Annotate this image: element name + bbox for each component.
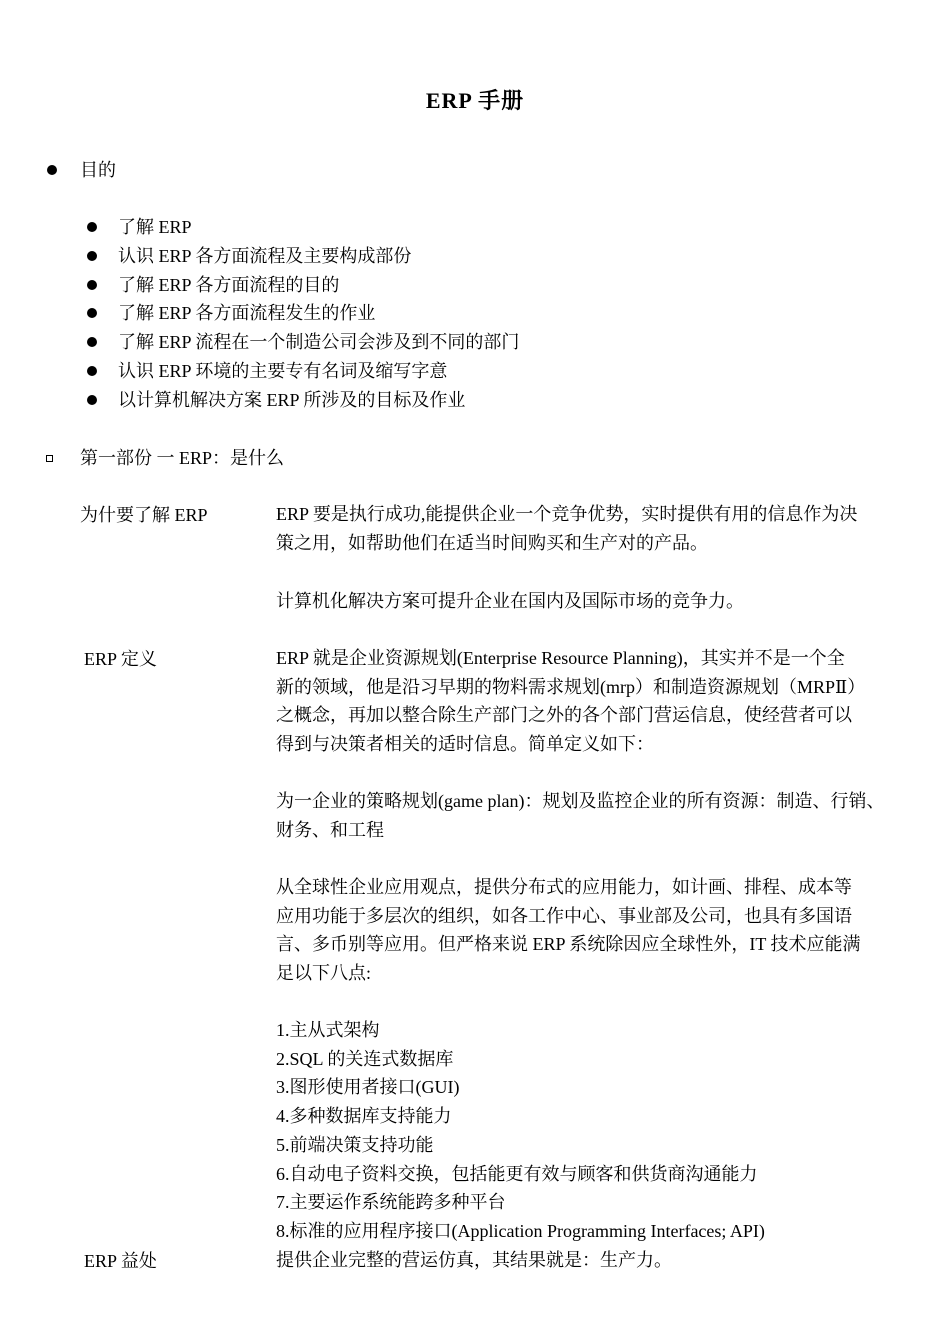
list-item: 4.多种数据库支持能力	[276, 1106, 452, 1127]
purpose-item: 以计算机解决方案 ERP 所涉及的目标及作业	[118, 390, 466, 410]
square-bullet-icon	[46, 455, 53, 462]
purpose-item: 了解 ERP 各方面流程的目的	[118, 275, 340, 295]
list-item: 8.标准的应用程序接口(Application Programming Interfaces; API)	[276, 1220, 765, 1241]
why-paragraph	[276, 500, 857, 557]
definition-line: 之概念，再加以整合除生产部门之外的各个部门营运信息，使经营者可以	[276, 705, 852, 726]
bullet-icon	[87, 337, 97, 347]
definition-line: 言、多币别等应用。但严格来说 ERP 系统除因应全球性外，IT 技术应能满	[276, 934, 861, 955]
purpose-item: 认识 ERP 各方面流程及主要构成部份	[118, 246, 412, 266]
purpose-item: 认识 ERP 环境的主要专有名词及缩写字意	[118, 361, 448, 381]
list-item: 2.SQL 的关连式数据库	[276, 1048, 454, 1069]
purpose-item: 了解 ERP 流程在一个制造公司会涉及到不同的部门	[118, 332, 520, 352]
why-line: ERP 要是执行成功,能提供企业一个竞争优势，实时提供有用的信息作为决	[276, 504, 858, 524]
benefit-text: 提供企业完整的营运仿真，其结果就是：生产力。	[276, 1250, 672, 1270]
list-item: 7.主要运作系统能跨多种平台	[276, 1192, 506, 1213]
definition-line: 新的领域，他是沿习早期的物料需求规划(mrp）和制造资源规划（MRPⅡ）	[276, 676, 866, 697]
benefit-label: ERP 益处	[84, 1251, 157, 1271]
definition-line: 足以下八点:	[276, 963, 372, 984]
part-one-heading: 第一部份 一 ERP：是什么	[80, 448, 285, 468]
list-item: 1.主从式架构	[276, 1020, 380, 1040]
list-item: 5.前端决策支持功能	[276, 1134, 434, 1155]
purpose-item: 了解 ERP	[118, 217, 192, 237]
document-title: ERP 手册	[425, 88, 525, 113]
purpose-item: 了解 ERP 各方面流程发生的作业	[118, 303, 376, 323]
bullet-icon	[87, 366, 97, 376]
definition-paragraph-2	[276, 787, 884, 844]
list-item: 3.图形使用者接口(GUI)	[276, 1077, 460, 1098]
definition-line: 为一企业的策略规划(game plan)：规划及监控企业的所有资源：制造、行销、	[276, 791, 885, 811]
bullet-icon	[87, 222, 97, 232]
bullet-icon	[87, 280, 97, 290]
definition-label: ERP 定义	[84, 649, 157, 669]
definition-line: 应用功能于多层次的组织，如各工作中心、事业部及公司，也具有多国语	[276, 905, 852, 926]
definition-line: 从全球性企业应用观点，提供分布式的应用能力，如计画、排程、成本等	[276, 877, 852, 897]
definition-line: 财务、和工程	[276, 819, 384, 840]
why-label: 为什要了解 ERP	[80, 505, 208, 525]
definition-line: 得到与决策者相关的适时信息。简单定义如下：	[276, 734, 654, 755]
why-line: 策之用，如帮助他们在适当时间购买和生产对的产品。	[276, 532, 708, 553]
purpose-heading: 目的	[80, 160, 116, 180]
definition-paragraph-1	[276, 644, 865, 759]
definition-paragraph-3	[276, 873, 861, 988]
definition-line: ERP 就是企业资源规划(Enterprise Resource Planning)，其实并不是一个全	[276, 648, 845, 668]
bullet-icon	[87, 395, 97, 405]
definition-points	[276, 1016, 765, 1246]
list-item: 6.自动电子资料交换，包括能更有效与顾客和供货商沟通能力	[276, 1163, 758, 1184]
why-paragraph-2: 计算机化解决方案可提升企业在国内及国际市场的竞争力。	[276, 591, 744, 611]
bullet-icon	[87, 251, 97, 261]
bullet-icon	[47, 165, 57, 175]
bullet-icon	[87, 308, 97, 318]
